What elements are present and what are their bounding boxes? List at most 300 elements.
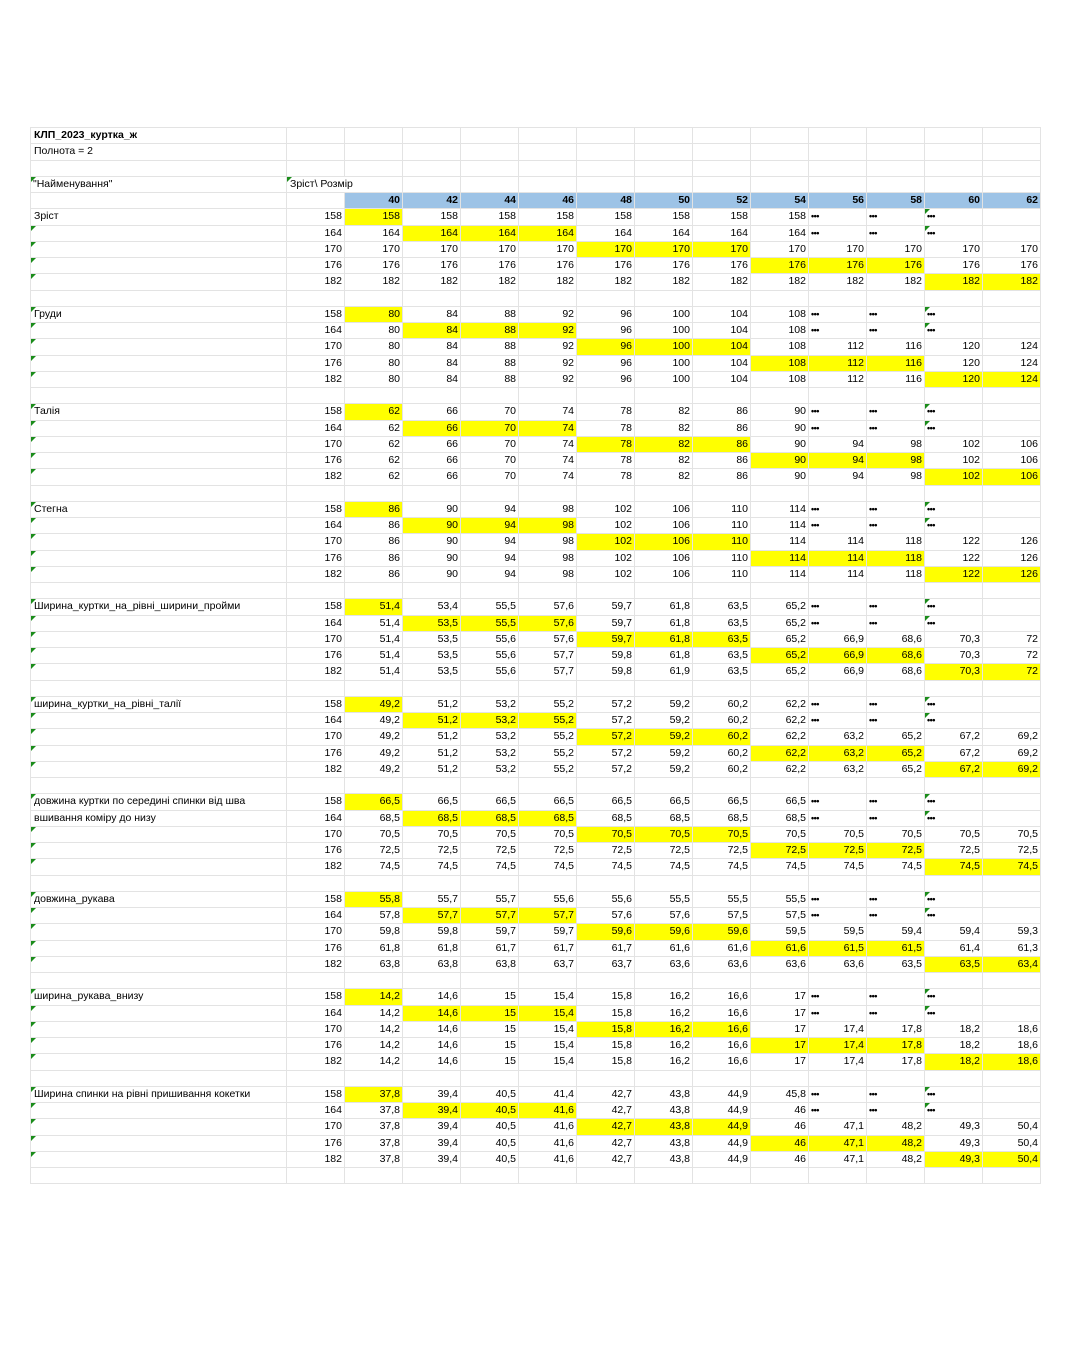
value-cell[interactable]: 104 — [693, 355, 751, 371]
cell[interactable] — [577, 1168, 635, 1184]
value-cell[interactable]: 57,2 — [577, 745, 635, 761]
cell[interactable] — [809, 1070, 867, 1086]
cell[interactable] — [925, 160, 983, 176]
height-cell[interactable]: 176 — [287, 550, 345, 566]
height-cell[interactable]: 170 — [287, 241, 345, 257]
cell[interactable] — [867, 144, 925, 160]
value-cell[interactable]: 40,5 — [461, 1103, 519, 1119]
value-cell[interactable]: 55,6 — [577, 891, 635, 907]
value-cell[interactable]: 60,2 — [693, 729, 751, 745]
name-cell[interactable] — [31, 1038, 287, 1054]
cell[interactable] — [519, 875, 577, 891]
value-cell[interactable]: 98 — [519, 518, 577, 534]
cell[interactable] — [519, 144, 577, 160]
value-cell[interactable]: 66,5 — [751, 794, 809, 810]
value-cell[interactable]: 59,8 — [345, 924, 403, 940]
cell[interactable] — [925, 778, 983, 794]
value-cell[interactable]: 74,5 — [925, 859, 983, 875]
value-cell[interactable]: 16,2 — [635, 989, 693, 1005]
name-cell[interactable] — [31, 1119, 287, 1135]
cell[interactable] — [31, 485, 287, 501]
value-cell[interactable]: 63,2 — [809, 729, 867, 745]
value-cell[interactable]: 41,6 — [519, 1103, 577, 1119]
value-cell[interactable]: 66 — [403, 453, 461, 469]
value-cell[interactable]: 51,2 — [403, 696, 461, 712]
value-cell[interactable]: 45,8 — [751, 1086, 809, 1102]
height-size-header-cell[interactable] — [287, 176, 353, 192]
cell[interactable] — [519, 778, 577, 794]
value-cell[interactable]: 84 — [403, 339, 461, 355]
height-cell[interactable]: 176 — [287, 940, 345, 956]
value-cell[interactable]: 65,2 — [751, 648, 809, 664]
value-cell[interactable]: 65,2 — [751, 599, 809, 615]
value-cell[interactable]: 17,4 — [809, 1054, 867, 1070]
value-cell[interactable]: 68,5 — [345, 810, 403, 826]
cell[interactable] — [287, 485, 345, 501]
value-cell[interactable]: 62,2 — [751, 696, 809, 712]
height-cell[interactable]: 164 — [287, 1005, 345, 1021]
value-cell[interactable]: 42,7 — [577, 1119, 635, 1135]
value-cell[interactable]: 94 — [461, 550, 519, 566]
cell[interactable] — [287, 160, 345, 176]
cell[interactable] — [983, 485, 1041, 501]
value-cell[interactable]: 37,8 — [345, 1103, 403, 1119]
value-cell[interactable]: 108 — [751, 371, 809, 387]
value-cell[interactable]: 15,4 — [519, 989, 577, 1005]
value-cell[interactable]: 37,8 — [345, 1135, 403, 1151]
size-header-48[interactable]: 48 — [577, 193, 635, 209]
value-cell[interactable]: 63,8 — [403, 956, 461, 972]
value-cell[interactable]: 92 — [519, 323, 577, 339]
value-cell[interactable]: 57,2 — [577, 696, 635, 712]
cell[interactable] — [925, 973, 983, 989]
cell[interactable] — [983, 875, 1041, 891]
name-cell[interactable] — [31, 924, 287, 940]
cell[interactable] — [751, 1070, 809, 1086]
value-cell[interactable]: 72,5 — [519, 843, 577, 859]
cell[interactable] — [345, 1168, 403, 1184]
value-cell[interactable]: 164 — [519, 225, 577, 241]
value-cell[interactable]: 182 — [577, 274, 635, 290]
value-cell[interactable]: 15,8 — [577, 1005, 635, 1021]
value-cell[interactable]: 59,2 — [635, 696, 693, 712]
more-cell[interactable] — [983, 420, 1041, 436]
cell[interactable] — [577, 1070, 635, 1086]
value-cell[interactable]: 72,5 — [983, 843, 1041, 859]
value-cell[interactable]: 98 — [519, 501, 577, 517]
cell[interactable] — [577, 680, 635, 696]
height-cell[interactable]: 182 — [287, 371, 345, 387]
value-cell[interactable]: 120 — [925, 371, 983, 387]
cell[interactable] — [925, 128, 983, 144]
cell[interactable] — [983, 388, 1041, 404]
value-cell[interactable]: 68,6 — [867, 648, 925, 664]
value-cell[interactable]: 62 — [345, 404, 403, 420]
value-cell[interactable]: 74,5 — [577, 859, 635, 875]
value-cell[interactable]: 66 — [403, 436, 461, 452]
value-cell[interactable]: 61,8 — [635, 631, 693, 647]
value-cell[interactable]: 61,8 — [635, 648, 693, 664]
value-cell[interactable]: 39,4 — [403, 1119, 461, 1135]
more-cell[interactable] — [925, 713, 983, 729]
value-cell[interactable]: 66,5 — [577, 794, 635, 810]
value-cell[interactable]: 86 — [693, 420, 751, 436]
name-cell[interactable] — [31, 371, 287, 387]
more-cell[interactable] — [867, 306, 925, 322]
value-cell[interactable]: 18,2 — [925, 1054, 983, 1070]
value-cell[interactable]: 94 — [809, 453, 867, 469]
value-cell[interactable]: 112 — [809, 339, 867, 355]
value-cell[interactable]: 63,5 — [693, 664, 751, 680]
measurement-name-cell[interactable] — [31, 306, 287, 322]
value-cell[interactable]: 182 — [983, 274, 1041, 290]
value-cell[interactable]: 126 — [983, 534, 1041, 550]
value-cell[interactable]: 59,7 — [577, 599, 635, 615]
value-cell[interactable]: 55,5 — [693, 891, 751, 907]
cell[interactable] — [461, 144, 519, 160]
value-cell[interactable]: 61,8 — [403, 940, 461, 956]
height-cell[interactable]: 164 — [287, 908, 345, 924]
cell[interactable] — [461, 290, 519, 306]
cell[interactable] — [867, 485, 925, 501]
cell[interactable] — [31, 290, 287, 306]
measurement-name-cell[interactable] — [31, 891, 287, 907]
value-cell[interactable]: 176 — [519, 258, 577, 274]
value-cell[interactable]: 120 — [925, 339, 983, 355]
value-cell[interactable]: 66,5 — [403, 794, 461, 810]
cell[interactable] — [635, 176, 693, 192]
cell[interactable] — [345, 160, 403, 176]
cell[interactable] — [635, 973, 693, 989]
cell[interactable] — [461, 973, 519, 989]
cell[interactable] — [577, 160, 635, 176]
value-cell[interactable]: 122 — [925, 566, 983, 582]
value-cell[interactable]: 114 — [751, 534, 809, 550]
name-cell[interactable] — [31, 859, 287, 875]
cell[interactable] — [403, 290, 461, 306]
value-cell[interactable]: 15 — [461, 1038, 519, 1054]
value-cell[interactable]: 90 — [403, 518, 461, 534]
value-cell[interactable]: 78 — [577, 420, 635, 436]
cell[interactable] — [867, 128, 925, 144]
cell[interactable] — [461, 1168, 519, 1184]
value-cell[interactable]: 114 — [751, 501, 809, 517]
value-cell[interactable]: 70,3 — [925, 664, 983, 680]
more-cell[interactable] — [983, 908, 1041, 924]
size-header-44[interactable]: 44 — [461, 193, 519, 209]
value-cell[interactable]: 82 — [635, 420, 693, 436]
value-cell[interactable]: 47,1 — [809, 1151, 867, 1167]
value-cell[interactable]: 84 — [403, 323, 461, 339]
value-cell[interactable]: 59,7 — [461, 924, 519, 940]
value-cell[interactable]: 63,5 — [693, 631, 751, 647]
value-cell[interactable]: 55,5 — [461, 599, 519, 615]
value-cell[interactable]: 61,6 — [635, 940, 693, 956]
cell[interactable] — [287, 144, 345, 160]
value-cell[interactable]: 124 — [983, 371, 1041, 387]
value-cell[interactable]: 96 — [577, 339, 635, 355]
value-cell[interactable]: 59,2 — [635, 745, 693, 761]
value-cell[interactable]: 82 — [635, 453, 693, 469]
measurement-name-cell[interactable] — [31, 209, 287, 225]
value-cell[interactable]: 65,2 — [751, 631, 809, 647]
height-cell[interactable]: 164 — [287, 1103, 345, 1119]
more-cell[interactable] — [809, 908, 867, 924]
height-cell[interactable]: 164 — [287, 810, 345, 826]
value-cell[interactable]: 106 — [635, 550, 693, 566]
cell[interactable] — [31, 680, 287, 696]
value-cell[interactable]: 68,5 — [693, 810, 751, 826]
value-cell[interactable]: 66 — [403, 404, 461, 420]
value-cell[interactable]: 102 — [925, 453, 983, 469]
cell[interactable] — [461, 128, 519, 144]
cell[interactable] — [345, 144, 403, 160]
cell[interactable] — [31, 583, 287, 599]
more-cell[interactable] — [867, 1005, 925, 1021]
cell[interactable] — [31, 1070, 287, 1086]
value-cell[interactable]: 72,5 — [693, 843, 751, 859]
cell[interactable] — [751, 973, 809, 989]
more-cell[interactable] — [983, 989, 1041, 1005]
value-cell[interactable]: 70,5 — [693, 826, 751, 842]
value-cell[interactable]: 42,7 — [577, 1135, 635, 1151]
value-cell[interactable]: 106 — [983, 453, 1041, 469]
value-cell[interactable]: 18,6 — [983, 1021, 1041, 1037]
cell[interactable] — [809, 128, 867, 144]
value-cell[interactable]: 55,6 — [461, 631, 519, 647]
value-cell[interactable]: 59,7 — [519, 924, 577, 940]
cell[interactable] — [31, 1168, 287, 1184]
cell[interactable] — [287, 290, 345, 306]
value-cell[interactable]: 102 — [925, 469, 983, 485]
value-cell[interactable]: 72,5 — [867, 843, 925, 859]
value-cell[interactable]: 158 — [693, 209, 751, 225]
cell[interactable] — [31, 973, 287, 989]
value-cell[interactable]: 106 — [635, 566, 693, 582]
value-cell[interactable]: 72,5 — [925, 843, 983, 859]
height-cell[interactable]: 170 — [287, 534, 345, 550]
value-cell[interactable]: 57,8 — [345, 908, 403, 924]
more-cell[interactable] — [925, 989, 983, 1005]
value-cell[interactable]: 70,5 — [577, 826, 635, 842]
value-cell[interactable]: 170 — [577, 241, 635, 257]
value-cell[interactable]: 61,8 — [345, 940, 403, 956]
value-cell[interactable]: 110 — [693, 550, 751, 566]
value-cell[interactable]: 98 — [867, 436, 925, 452]
value-cell[interactable]: 70,5 — [809, 826, 867, 842]
value-cell[interactable]: 176 — [345, 258, 403, 274]
value-cell[interactable]: 122 — [925, 550, 983, 566]
value-cell[interactable]: 70 — [461, 404, 519, 420]
more-cell[interactable] — [867, 713, 925, 729]
value-cell[interactable]: 46 — [751, 1135, 809, 1151]
value-cell[interactable]: 102 — [577, 534, 635, 550]
value-cell[interactable]: 92 — [519, 339, 577, 355]
value-cell[interactable]: 16,2 — [635, 1054, 693, 1070]
value-cell[interactable]: 94 — [461, 501, 519, 517]
cell[interactable] — [461, 485, 519, 501]
value-cell[interactable]: 82 — [635, 469, 693, 485]
name-cell[interactable] — [31, 453, 287, 469]
value-cell[interactable]: 14,6 — [403, 1005, 461, 1021]
name-cell[interactable] — [31, 566, 287, 582]
cell[interactable] — [403, 176, 461, 192]
cell[interactable] — [983, 128, 1041, 144]
cell[interactable] — [31, 160, 287, 176]
cell[interactable] — [403, 583, 461, 599]
cell[interactable] — [983, 1070, 1041, 1086]
value-cell[interactable]: 74,5 — [635, 859, 693, 875]
value-cell[interactable]: 66,9 — [809, 648, 867, 664]
size-header-40[interactable]: 40 — [345, 193, 403, 209]
value-cell[interactable]: 80 — [345, 355, 403, 371]
value-cell[interactable]: 94 — [461, 534, 519, 550]
value-cell[interactable]: 72,5 — [403, 843, 461, 859]
cell[interactable] — [751, 680, 809, 696]
cell[interactable] — [577, 176, 635, 192]
measurement-name-cell[interactable] — [31, 404, 287, 420]
value-cell[interactable]: 60,2 — [693, 696, 751, 712]
value-cell[interactable]: 51,4 — [345, 664, 403, 680]
value-cell[interactable]: 176 — [983, 258, 1041, 274]
value-cell[interactable]: 114 — [751, 518, 809, 534]
more-cell[interactable] — [983, 794, 1041, 810]
cell[interactable] — [287, 1070, 345, 1086]
measurement-name-cell[interactable] — [31, 1086, 287, 1102]
more-cell[interactable] — [809, 404, 867, 420]
cell[interactable] — [519, 160, 577, 176]
cell[interactable] — [867, 680, 925, 696]
value-cell[interactable]: 70 — [461, 436, 519, 452]
value-cell[interactable]: 15,8 — [577, 1038, 635, 1054]
value-cell[interactable]: 100 — [635, 306, 693, 322]
cell[interactable] — [809, 1168, 867, 1184]
value-cell[interactable]: 50,4 — [983, 1119, 1041, 1135]
value-cell[interactable]: 80 — [345, 306, 403, 322]
value-cell[interactable]: 62 — [345, 420, 403, 436]
cell[interactable] — [403, 778, 461, 794]
value-cell[interactable]: 14,6 — [403, 1021, 461, 1037]
value-cell[interactable]: 15,4 — [519, 1038, 577, 1054]
cell[interactable] — [809, 176, 867, 192]
more-cell[interactable] — [867, 615, 925, 631]
name-cell[interactable] — [31, 940, 287, 956]
value-cell[interactable]: 57,6 — [519, 599, 577, 615]
more-cell[interactable] — [983, 891, 1041, 907]
value-cell[interactable]: 15,4 — [519, 1054, 577, 1070]
value-cell[interactable]: 68,6 — [867, 631, 925, 647]
height-cell[interactable]: 170 — [287, 729, 345, 745]
value-cell[interactable]: 106 — [635, 534, 693, 550]
cell[interactable] — [635, 485, 693, 501]
value-cell[interactable]: 158 — [751, 209, 809, 225]
value-cell[interactable]: 51,4 — [345, 615, 403, 631]
value-cell[interactable]: 96 — [577, 306, 635, 322]
cell[interactable] — [983, 1168, 1041, 1184]
value-cell[interactable]: 182 — [345, 274, 403, 290]
name-cell[interactable] — [31, 664, 287, 680]
cell[interactable] — [461, 1070, 519, 1086]
value-cell[interactable]: 57,2 — [577, 729, 635, 745]
value-cell[interactable]: 65,2 — [751, 615, 809, 631]
cell[interactable] — [403, 160, 461, 176]
cell[interactable] — [635, 875, 693, 891]
value-cell[interactable]: 53,5 — [403, 664, 461, 680]
more-cell[interactable] — [809, 696, 867, 712]
value-cell[interactable]: 74 — [519, 436, 577, 452]
value-cell[interactable]: 44,9 — [693, 1086, 751, 1102]
value-cell[interactable]: 86 — [345, 550, 403, 566]
cell[interactable] — [983, 680, 1041, 696]
value-cell[interactable]: 39,4 — [403, 1135, 461, 1151]
value-cell[interactable]: 15,8 — [577, 1054, 635, 1070]
cell[interactable] — [403, 128, 461, 144]
cell[interactable] — [925, 875, 983, 891]
name-cell[interactable] — [31, 761, 287, 777]
height-cell[interactable]: 158 — [287, 989, 345, 1005]
value-cell[interactable]: 51,2 — [403, 745, 461, 761]
more-cell[interactable] — [925, 225, 983, 241]
cell[interactable] — [925, 144, 983, 160]
cell[interactable] — [751, 583, 809, 599]
measurement-name-cell[interactable] — [31, 696, 287, 712]
value-cell[interactable]: 67,2 — [925, 761, 983, 777]
value-cell[interactable]: 59,5 — [751, 924, 809, 940]
cell[interactable] — [751, 128, 809, 144]
name-cell[interactable] — [31, 615, 287, 631]
value-cell[interactable]: 114 — [751, 550, 809, 566]
value-cell[interactable]: 49,2 — [345, 745, 403, 761]
height-cell[interactable]: 182 — [287, 664, 345, 680]
more-cell[interactable] — [925, 323, 983, 339]
value-cell[interactable]: 57,7 — [403, 908, 461, 924]
value-cell[interactable]: 16,2 — [635, 1005, 693, 1021]
value-cell[interactable]: 53,5 — [403, 631, 461, 647]
value-cell[interactable]: 16,6 — [693, 1054, 751, 1070]
value-cell[interactable]: 88 — [461, 306, 519, 322]
value-cell[interactable]: 63,7 — [577, 956, 635, 972]
cell[interactable] — [635, 1168, 693, 1184]
value-cell[interactable]: 55,2 — [519, 745, 577, 761]
value-cell[interactable]: 102 — [577, 550, 635, 566]
value-cell[interactable]: 51,2 — [403, 729, 461, 745]
value-cell[interactable]: 126 — [983, 550, 1041, 566]
value-cell[interactable]: 49,3 — [925, 1135, 983, 1151]
name-cell[interactable] — [31, 550, 287, 566]
value-cell[interactable]: 84 — [403, 306, 461, 322]
more-cell[interactable] — [983, 1103, 1041, 1119]
cell[interactable] — [809, 778, 867, 794]
value-cell[interactable]: 51,4 — [345, 631, 403, 647]
value-cell[interactable]: 39,4 — [403, 1086, 461, 1102]
value-cell[interactable]: 62,2 — [751, 729, 809, 745]
value-cell[interactable]: 110 — [693, 566, 751, 582]
value-cell[interactable]: 53,2 — [461, 761, 519, 777]
value-cell[interactable]: 17 — [751, 1021, 809, 1037]
value-cell[interactable]: 102 — [577, 518, 635, 534]
height-cell[interactable]: 176 — [287, 355, 345, 371]
cell[interactable] — [867, 160, 925, 176]
value-cell[interactable]: 70,5 — [519, 826, 577, 842]
value-cell[interactable]: 57,5 — [751, 908, 809, 924]
height-cell[interactable]: 170 — [287, 1119, 345, 1135]
cell[interactable] — [693, 128, 751, 144]
value-cell[interactable]: 170 — [693, 241, 751, 257]
value-cell[interactable]: 68,5 — [635, 810, 693, 826]
cell[interactable] — [693, 583, 751, 599]
cell[interactable] — [693, 290, 751, 306]
value-cell[interactable]: 42,7 — [577, 1103, 635, 1119]
